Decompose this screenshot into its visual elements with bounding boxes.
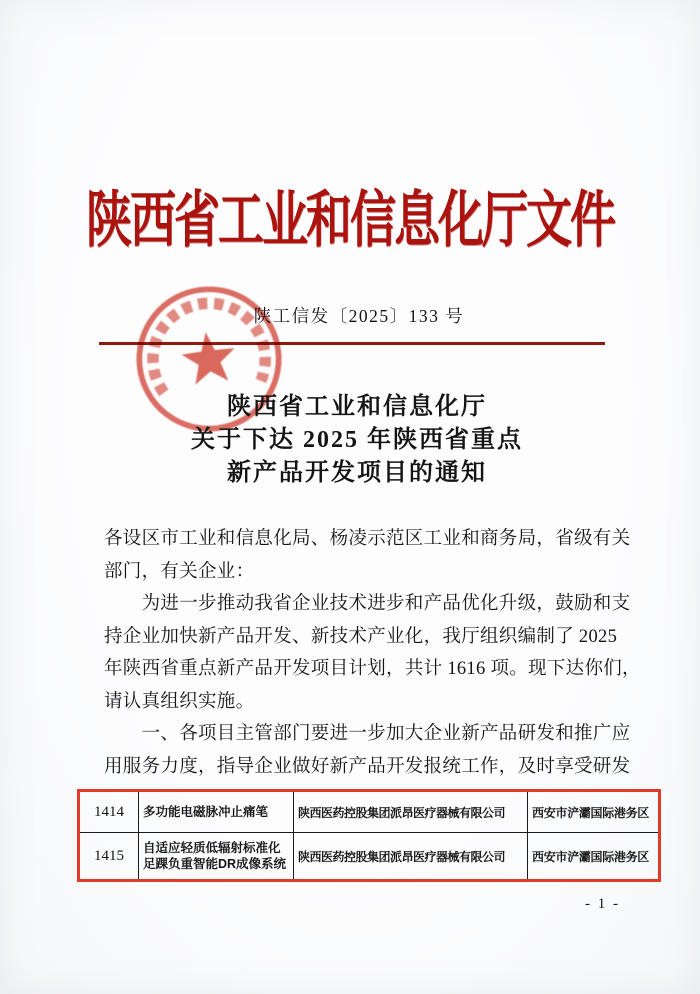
body-line: 持企业加快新产品开发、新技术产业化，我厅组织编制了 2025	[104, 626, 618, 647]
project-name-cell: 自适应轻质低辐射标准化足踝负重智能DR成像系统	[139, 833, 294, 880]
project-no-cell: 1415	[80, 833, 139, 880]
body-line: 年陕西省重点新产品开发项目计划，共计 1616 项。现下达你们，	[104, 659, 641, 679]
page-number: - 1 -	[585, 896, 620, 912]
company-cell: 陕西医药控股集团派昂医疗器械有限公司	[294, 792, 528, 833]
district-cell: 西安市浐灞国际港务区	[528, 792, 659, 833]
notice-title-line: 关于下达 2025 年陕西省重点	[191, 427, 523, 453]
body-line: 用服务力度，指导企业做好新产品开发报统工作，及时享受研发	[104, 756, 631, 777]
red-header-title: 陕西省工业和信息化厅文件	[86, 186, 614, 254]
table-row	[80, 792, 659, 833]
body-line: 一、各项目主管部门要进一步加大企业新产品研发和推广应	[104, 724, 631, 744]
project-no-cell: 1414	[80, 792, 139, 833]
notice-title	[7, 391, 700, 490]
company-cell: 陕西医药控股集团派昂医疗器械有限公司	[294, 833, 528, 880]
notice-title-line: 新产品开发项目的通知	[227, 460, 487, 486]
document-number: 陕工信发〔2025〕133 号	[253, 306, 465, 326]
body-line: 为进一步推动我省企业技术进步和产品优化升级，鼓励和支	[104, 594, 631, 614]
body-line: 各设区市工业和信息化局、杨凌示范区工业和商务局，省级有关	[104, 529, 631, 549]
seal-star-icon	[179, 329, 238, 386]
project-table	[79, 791, 659, 880]
body-line: 请认真组织实施。	[104, 691, 255, 712]
project-name-cell: 多功能电磁脉冲止痛笔	[139, 792, 294, 833]
table-row	[80, 833, 659, 880]
district-cell: 西安市浐灞国际港务区	[528, 833, 659, 880]
body-text	[104, 523, 644, 783]
body-line: 部门，有关企业：	[104, 561, 255, 582]
notice-title-line: 陕西省工业和信息化厅	[227, 394, 487, 420]
